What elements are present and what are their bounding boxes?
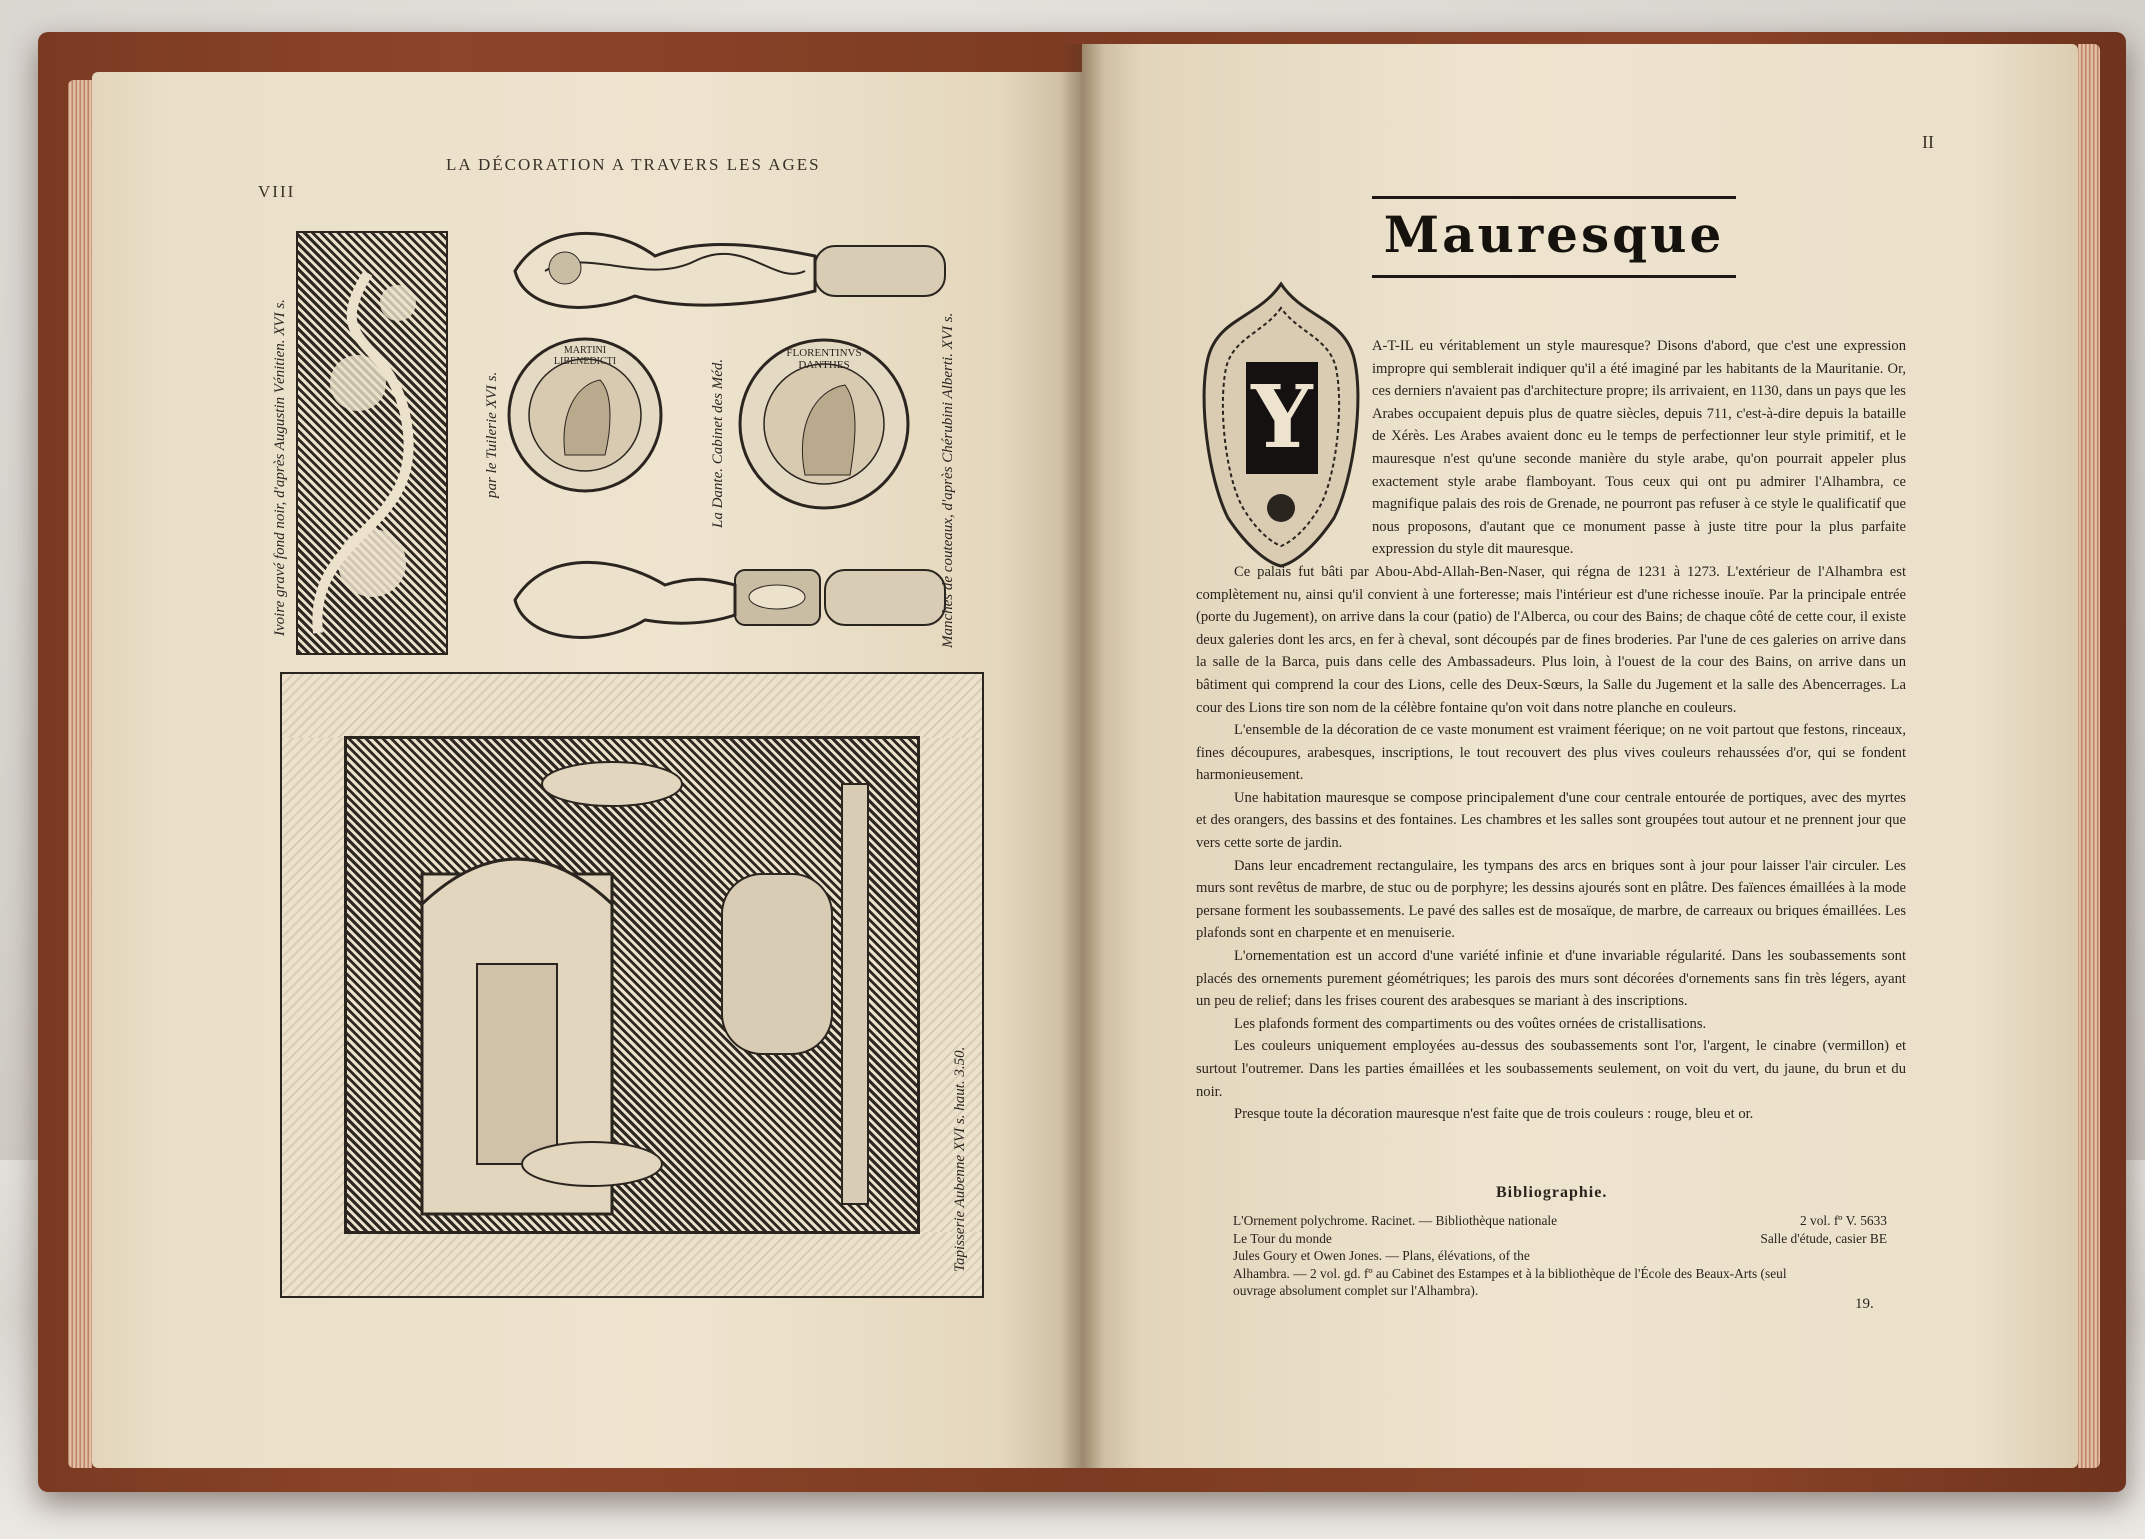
folio-number: 19.	[1855, 1296, 1874, 1312]
book-gutter	[1060, 44, 1104, 1468]
bibliography-entry	[1233, 1265, 1933, 1283]
caption-tapestry: Tapisserie Aubenne XVI s. haut. 3.50.	[952, 1046, 968, 1272]
right-page-number: II	[1922, 132, 1934, 152]
paragraph: Dans leur encadrement rectangulaire, les tympans des arcs en briques sont à jour pour laisser l'air circuler. Les murs sont revêtus de marbre, de stuc ou de porphyre; les dessins ajourés sont en plâtre. Des faïences émaillées à la mode persane forment les soubassements. Le pavé des salles est de mosaïque, de marbre, de carreaux ou briques émaillées. Les plafonds sont en charpente et en menuiserie.	[1196, 857, 1906, 942]
bibliography-entry	[1233, 1212, 1933, 1230]
article-body	[1196, 335, 1906, 1126]
bibliography-entry-text: ouvrage absolument complet sur l'Alhambra).	[1233, 1283, 1479, 1299]
knife-handle-top	[505, 216, 950, 324]
bibliography-entry-location: 2 vol. fº V. 5633	[1800, 1213, 1887, 1228]
caption-knives: Manches de couteaux, d'après Chérubini Alberti. XVI s.	[940, 312, 956, 648]
paragraph: A-T-IL eu véritablement un style mauresque? Disons d'abord, que c'est une expression impropre qui semblerait indiquer qu'il a été imaginé par les habitants de la Mauritanie. Or, ces derniers n'avaient pas d'architecture propre; ils arrivaient, en 1130, dans un pays que les Arabes occupaient depuis plus de quatre siècles, depuis 711, c'est-à-dire depuis la bataille de Xérès. Les Arabes avaient donc eu le temps de perfectionner leur style primitif, et le mauresque n'est qu'une seconde manière du style arabe, qu'on pourrait appeler plus exactement style arabe flamboyant. Tous ceux qui ont pu admirer l'Alhambra, ce magnifique palais des rois de Grenade, ne pourront pas refuser à ce style le qualificatif que nous proposons, d'autant que ce monument passe à juste titre pour la plus parfaite expression du style dit mauresque.	[1372, 338, 1906, 558]
bibliography-list	[1233, 1212, 1933, 1300]
medal-left	[505, 335, 665, 495]
bibliography-entry	[1233, 1247, 1933, 1265]
paragraph: L'ornementation est un accord d'une variété infinie et d'une invariable régularité. Dans les soubassements sont placés des ornements purement géométriques; les parois des murs sont décorées d'ornements sans fin très légers, ayant un peu de relief; dans les frises courent des arabesques se mariant à des inscriptions.	[1196, 948, 1906, 1010]
bibliography-entry	[1233, 1282, 1933, 1300]
bibliography-entry-text: L'Ornement polychrome. Racinet. — Bibliothèque nationale	[1233, 1213, 1558, 1228]
paragraph: Presque toute la décoration mauresque n'est faite que de trois couleurs : rouge, bleu et or.	[1234, 1106, 1754, 1123]
paragraph: L'ensemble de la décoration de ce vaste monument est vraiment féerique; on ne voit partout que festons, rinceaux, fines découpures, arabesques, inscriptions, le tout recouvert des plus vives couleurs rehaussées d'or, qui se fondent harmonieusement.	[1196, 722, 1906, 784]
medal-left-inscription: MARTINI LIBENEDICTI	[553, 345, 617, 367]
bibliography-entry-location: Salle d'étude, casier BE	[1760, 1230, 1887, 1246]
bibliography-heading: Bibliographie.	[1496, 1184, 1608, 1201]
tapestry-plate	[280, 672, 984, 1298]
knife-handle-bottom	[505, 540, 950, 655]
caption-tuilerie: par le Tuilerie XVI s.	[484, 371, 500, 498]
left-page-number: VIII	[258, 182, 296, 201]
paragraph: Une habitation mauresque se compose principalement d'une cour centrale entourée de portiques, avec des myrtes et des orangers, des bassins et des fontaines. Les chambres et les salles sont groupées tout autour et ne prennent jour que vers cette sorte de jardin.	[1196, 789, 1906, 852]
chapter-title-banner	[1372, 196, 1736, 278]
caption-cabinet: La Dante. Cabinet des Méd.	[710, 358, 726, 528]
paragraph: Les couleurs uniquement employées au-dessus des soubassements sont l'or, l'argent, le cinabre (vermillon) et surtout l'outremer. Dans les parties émaillées et les soubassements seulement, on voit du vert, du jaune, du brun et du noir.	[1196, 1038, 1906, 1100]
paragraph: Ce palais fut bâti par Abou-Abd-Allah-Ben-Naser, qui régna de 1231 à 1273. L'extérieur de l'Alhambra est complètement nu, ainsi qu'il convient à une forteresse; mais l'intérieur est d'une richesse inouïe. Par la principale entrée (porte du Jugement), on arrive dans la cour (patio) de l'Alberca, ou cour des Bains; de chaque côté de cette cour, il existe deux galeries dont les arcs, en fer à cheval, sont découpés par de fines broderies. Par l'une de ces galeries on arrive dans la salle de la Barca, puis dans celle des Ambassadeurs. Plus loin, à l'ouest de la cour des Bains, on arrive dans un bâtiment qui comprend la cour des Lions, celle des Deux-Sœurs, la Salle du Jugement et la salle des Abencerrages. La cour des Lions tire son nom de la célèbre fontaine qu'on voit dans notre planche en couleurs.	[1196, 563, 1906, 716]
medal-right	[735, 335, 913, 513]
chapter-title: Mauresque	[1383, 205, 1725, 264]
paragraph: Les plafonds forment des compartiments ou des voûtes ornées de cristallisations.	[1234, 1015, 1707, 1032]
page-edges-right	[2078, 44, 2100, 1468]
caption-ivory: Ivoire gravé fond noir, d'après Augustin Vénitien. XVI s.	[272, 299, 288, 636]
medal-right-inscription: FLORENTINVS DANTHES	[786, 347, 862, 371]
bibliography-entry-text: Alhambra. — 2 vol. gd. fº au Cabinet des Estampes et à la bibliothèque de l'École des Beaux-Arts (seul	[1233, 1265, 1787, 1281]
page-edges-left	[68, 80, 92, 1468]
bibliography-entry-text: Jules Goury et Owen Jones. — Plans, élévations, of the	[1233, 1248, 1530, 1264]
bibliography-entry	[1233, 1230, 1933, 1248]
bibliography-entry-text: Le Tour du monde	[1233, 1230, 1332, 1246]
drop-cap-letter: Y	[1246, 362, 1318, 474]
running-head: LA DÉCORATION A TRAVERS LES AGES	[446, 155, 821, 174]
ivory-engraving-plate	[296, 231, 448, 655]
